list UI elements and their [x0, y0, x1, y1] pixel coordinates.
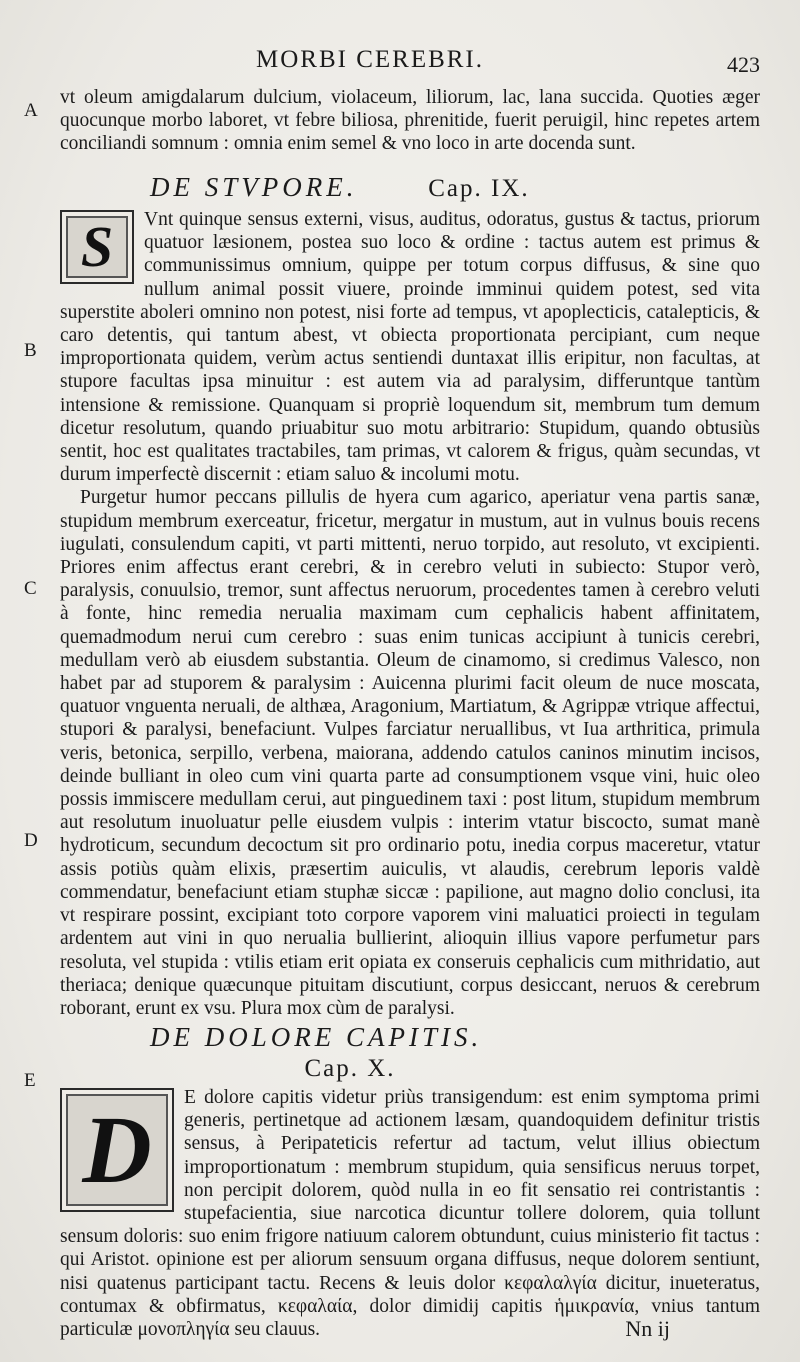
margin-letter-b: B — [24, 340, 37, 361]
margin-letter-c: C — [24, 578, 37, 599]
chapter10-cap: Cap. X. — [304, 1055, 396, 1082]
signature-mark: Nn ij — [625, 1316, 670, 1341]
running-head: MORBI CEREBRI. — [255, 46, 485, 73]
page-number: 423 — [727, 52, 760, 77]
drop-cap-s: S — [60, 210, 134, 284]
chapter9-title: DE STVPORE. — [150, 172, 358, 202]
margin-letter-a: A — [24, 100, 38, 121]
chapter9-heading — [150, 172, 690, 203]
chapter9-paragraph-1: Vnt quinque sensus externi, visus, auditus, odoratus, gustus & tactus, priorum quatuor læsionem, postea suo loco & ordine : tactus autem est primus & communissimus omnium, quippe per totum corpus diffusus, & sine quo nullum animal possit viuere, proinde imminui quidem potest, sed vita superstite aboleri omnino non potest, nisi forte ad tempus, vt apoplecticis, catalepticis, & caro detentis, qui tantum abest, vt obiecta proportionata percipiant, cum neque improportionata quidem, verùm actus sentiendi duntaxat illis eripitur, non facultas, at stupore facultas ipsa minuitur : est autem via ad paralysim, differuntque tantùm intensione & remissione. Quanquam si propriè loquendum sit, membrum tum demum dicetur resolutum, quando priuabitur suo motu arbitrario: Stupidum, quando obtusiùs sentit, hoc est qualitates tractabiles, tam primas, vt calorem & frigus, quàm secundas, vt durum imperfectè discernit : etiam saluo & incolumi motu. — [60, 209, 760, 486]
chapter9-paragraph-2: Purgetur humor peccans pillulis de hyera cum agarico, aperiatur vena partis sanæ, stupidum membrum exerceatur, fricetur, mergatur in mustum, aut in vulnus bouis recens iugulati, consulendum capiti, vt parti mittenti, neruo torpido, aut resoluto, vt excipienti. Priores enim affectus erant cerebri, & in cerebro veluti in subiecto: Stupor verò, paralysis, conuulsio, tremor, sunt affectus neruorum, procedentes tamen à cerebro veluti à fonte, hinc remedia nerualia maximam cum cephalicis habent affinitatem, quemadmodum nerui cum cerebro : suas enim tunicas accipiunt à tunicis cerebri, medullam verò ab eiusdem substantia. Oleum de cinamomo, si credimus Valesco, non habet par ad stuporem & paralysim : Auicenna plurimi facit oleum de nuce moscata, quatuor vnguenta neruali, de althæa, Aragonium, Martiatum, & Agrippæ vtrique affectui, stupori & paralysi, benefaciunt. Vulpes farciatur neruallibus, vt Iua arthritica, primula veris, betonica, serpillo, verbena, maiorana, addendo catulos caninos minutim incisos, deinde bulliant in oleo cum vini quarta parte ad consumptionem vsque vini, huic oleo possis immiscere medullam cerui, aut pinguedinem taxi : post litum, stupidum membrum aut resolutum inuoluatur pelle eiusdem vulpis : interim vtatur biscocto, sumat manè hydroticum, secundum decoctum sit pro ordinario potu, inedia corpus maceretur, vtatur assis potiùs quàm elixis, præsertim auiculis, vt alaudis, cerebrum leporis valdè commendatur, benefaciunt etiam stuphæ siccæ : papilione, aut magno dolio conclusi, ita vt respirare possint, excipiant toto corpore vaporem vini maluatici proiecti in tegulam ardentem aut vini in quo nerualia bullierint, alioquin illius vapore perfumetur pars resoluta, vel stupida : vtilis etiam erit opiata ex conseruis cephalicis cum mithridatio, aut theriaca; denique quæcunque pituitam discutiunt, corpus desiccant, neruos & cerebrum roborant, erunt ex vsu. Plura mox cùm de paralysi. — [60, 487, 760, 1019]
chapter10-title: DE DOLORE CAPITIS. — [150, 1022, 483, 1052]
drop-cap-d: D — [60, 1088, 174, 1212]
margin-letter-e: E — [24, 1070, 36, 1091]
margin-letter-d: D — [24, 830, 38, 851]
chapter10-body — [60, 1086, 760, 1341]
intro-text: vt oleum amigdalarum dulcium, violaceum, liliorum, lac, lana succida. Quoties æger quocunque morbo laboret, vt febre biliosa, phrenitide, fuerit peruigil, hinc repetes artem conciliandi somnum : omnia enim semel & vno loco in arte docenda sunt. — [60, 87, 760, 155]
chapter9-cap: Cap. IX. — [428, 175, 530, 202]
chapter10-heading — [150, 1022, 690, 1083]
intro-paragraph — [60, 86, 760, 156]
chapter9-body — [60, 208, 760, 1020]
chapter10-paragraph-1: E dolore capitis videtur priùs transigendum: est enim symptoma primi generis, pertinetque ad actionem læsam, quandoquidem definitur tristis sensus, à Peripateticis refertur ad tactum, velut illius obiectum improportionatum : membrum stupidum, quia sensificus neruus torpet, non percipit dolorem, quòd nulla in eo fit sensatio rei contristantis : stupefacientia, siue narcotica dicuntur tollere dolorem, quia tollunt sensum doloris: suo enim frigore natiuum calorem obtundunt, cuius ministerio fit tactus : qui Aristot. opinione est per aliorum sensuum organa diffusus, neque dolorem sentiunt, nisi quatenus participant tactu. Recens & leuis dolor κεφαλαλγία dicitur, inueteratus, contumax & obfirmatus, κεφαλαία, dolor dimidij capitis ἡμικρανία, vnius tantum particulæ μονοπληγία seu clauus. — [60, 1087, 760, 1341]
